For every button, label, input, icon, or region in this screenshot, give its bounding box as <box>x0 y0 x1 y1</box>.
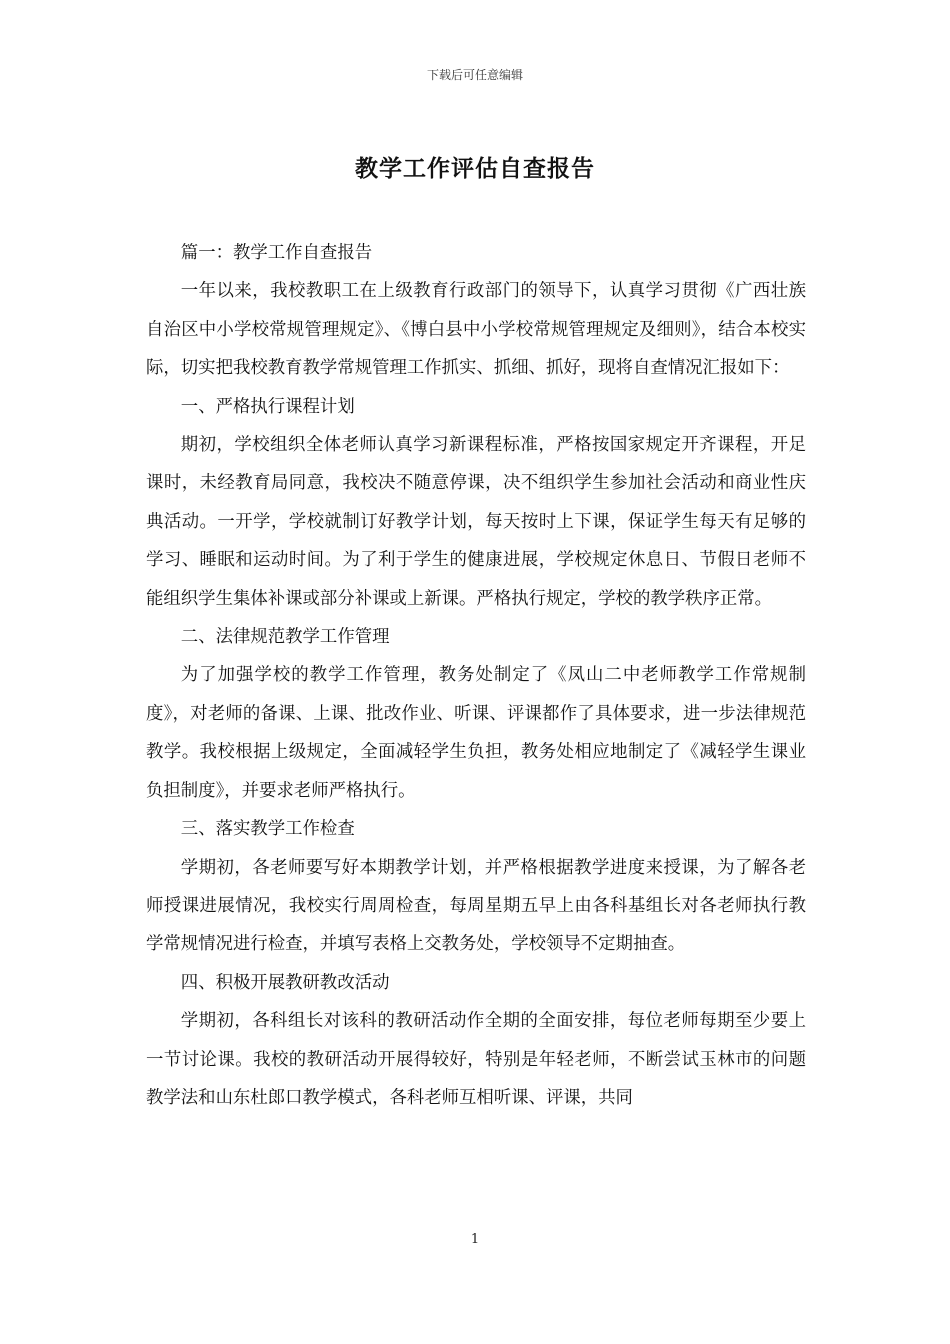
document-body <box>146 234 806 1117</box>
section-heading-2: 二、法律规范教学工作管理 <box>180 627 390 648</box>
section-heading-1: 一、严格执行课程计划 <box>180 396 355 417</box>
intro-paragraph: 一年以来，我校教职工在上级教育行政部门的领导下，认真学习贯彻《广西壮族自治区中小学校常规管理规定》、《博白县中小学校常规管理规定及细则》，结合本校实际，切实把我校教育教学常规管理工作抓实、抓细、抓好，现将自查情况汇报如下： <box>146 281 806 379</box>
section-2-paragraph: 为了加强学校的教学工作管理，教务处制定了《凤山二中老师教学工作常规制度》，对老师的备课、上课、批改作业、听课、评课都作了具体要求，进一步法律规范教学。我校根据上级规定，全面减轻学生负担，教务处相应地制定了《减轻学生课业负担制度》，并要求老师严格执行。 <box>146 665 806 801</box>
section-heading-4: 四、积极开展教研教改活动 <box>180 972 390 993</box>
section-4-paragraph: 学期初，各科组长对该科的教研活动作全期的全面安排，每位老师每期至少要上一节讨论课。我校的教研活动开展得较好，特别是年轻老师，不断尝试玉林市的问题教学法和山东杜郎口教学模式，各科老师互相听课、评课，共同 <box>146 1011 806 1108</box>
header-note: 下载后可任意编辑 <box>426 68 523 82</box>
page-number: 1 <box>470 1232 480 1247</box>
section-1-paragraph: 期初，学校组织全体老师认真学习新课程标准，严格按国家规定开齐课程，开足课时，未经教育局同意，我校决不随意停课，决不组织学生参加社会活动和商业性庆典活动。一开学，学校就制订好教学计划，每天按时上下课，保证学生每天有足够的学习、睡眠和运动时间。为了利于学生的健康进展，学校规定休息日、节假日老师不能组织学生集体补课或部分补课或上新课。严格执行规定，学校的教学秩序正常。 <box>146 435 806 609</box>
document-title: 教学工作评估自查报告 <box>355 156 595 182</box>
section-heading-3: 三、落实教学工作检查 <box>180 819 355 840</box>
section-heading-part-one: 篇一：教学工作自查报告 <box>180 243 373 263</box>
section-3-paragraph: 学期初，各老师要写好本期教学计划，并严格根据教学进度来授课，为了解各老师授课进展情况，我校实行周周检查，每周星期五早上由各科基组长对各老师执行教学常规情况进行检查，并填写表格上交教务处，学校领导不定期抽查。 <box>146 857 806 955</box>
